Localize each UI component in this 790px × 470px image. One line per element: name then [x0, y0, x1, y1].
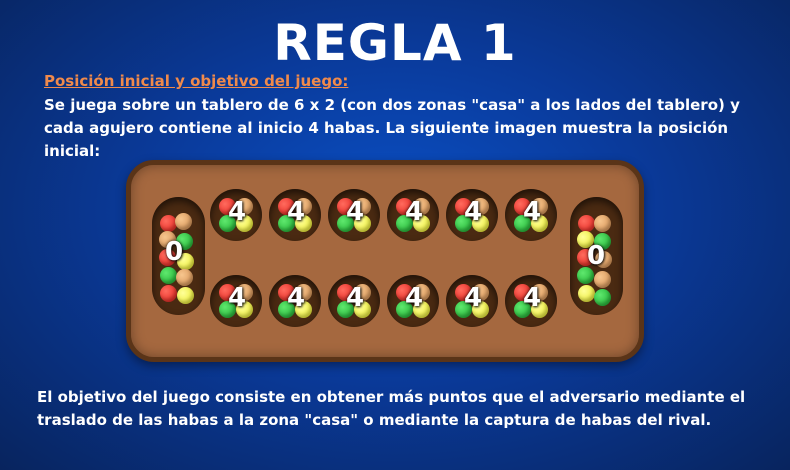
pit-count: 4: [464, 283, 483, 313]
pit-count: 4: [523, 197, 542, 227]
pit-top-2[interactable]: [269, 189, 321, 241]
bean: [177, 287, 194, 304]
bean: [176, 269, 193, 286]
right-store-count: 0: [587, 241, 606, 271]
bean: [160, 267, 177, 284]
pit-top-4[interactable]: [387, 189, 439, 241]
right-store[interactable]: [570, 197, 623, 315]
pit-count: 4: [405, 197, 424, 227]
bean: [594, 289, 611, 306]
pit-bottom-2[interactable]: [269, 275, 321, 327]
pit-count: 4: [523, 283, 542, 313]
pit-bottom-4[interactable]: [387, 275, 439, 327]
page-title: REGLA 1: [273, 14, 517, 72]
left-store-count: 0: [165, 237, 184, 267]
pit-count: 4: [228, 197, 247, 227]
pit-count: 4: [346, 197, 365, 227]
pit-top-3[interactable]: [328, 189, 380, 241]
left-store[interactable]: [152, 197, 205, 315]
pit-count: 4: [346, 283, 365, 313]
mancala-board: [126, 160, 644, 362]
intro-paragraph: Se juega sobre un tablero de 6 x 2 (con dos zonas "casa" a los lados del tablero) y cada agujero contiene al inicio 4 habas. La siguiente imagen muestra la posición inicial:: [44, 96, 740, 160]
section-subtitle: Posición inicial y objetivo del juego:: [44, 72, 349, 90]
pit-count: 4: [287, 197, 306, 227]
bean: [160, 285, 177, 302]
objective-paragraph: El objetivo del juego consiste en obtener más puntos que el adversario mediante el traslado de las habas a la zona "casa" o mediante la captura de habas del rival.: [37, 388, 746, 429]
pit-bottom-5[interactable]: [446, 275, 498, 327]
pit-top-5[interactable]: [446, 189, 498, 241]
pit-count: 4: [287, 283, 306, 313]
bean: [578, 285, 595, 302]
pit-count: 4: [405, 283, 424, 313]
pit-top-6[interactable]: [505, 189, 557, 241]
bean: [175, 213, 192, 230]
bean: [578, 215, 595, 232]
pit-bottom-3[interactable]: [328, 275, 380, 327]
bean: [594, 215, 611, 232]
pit-bottom-1[interactable]: [210, 275, 262, 327]
pit-bottom-6[interactable]: [505, 275, 557, 327]
bean: [594, 271, 611, 288]
pit-count: 4: [464, 197, 483, 227]
pit-top-1[interactable]: [210, 189, 262, 241]
pit-count: 4: [228, 283, 247, 313]
